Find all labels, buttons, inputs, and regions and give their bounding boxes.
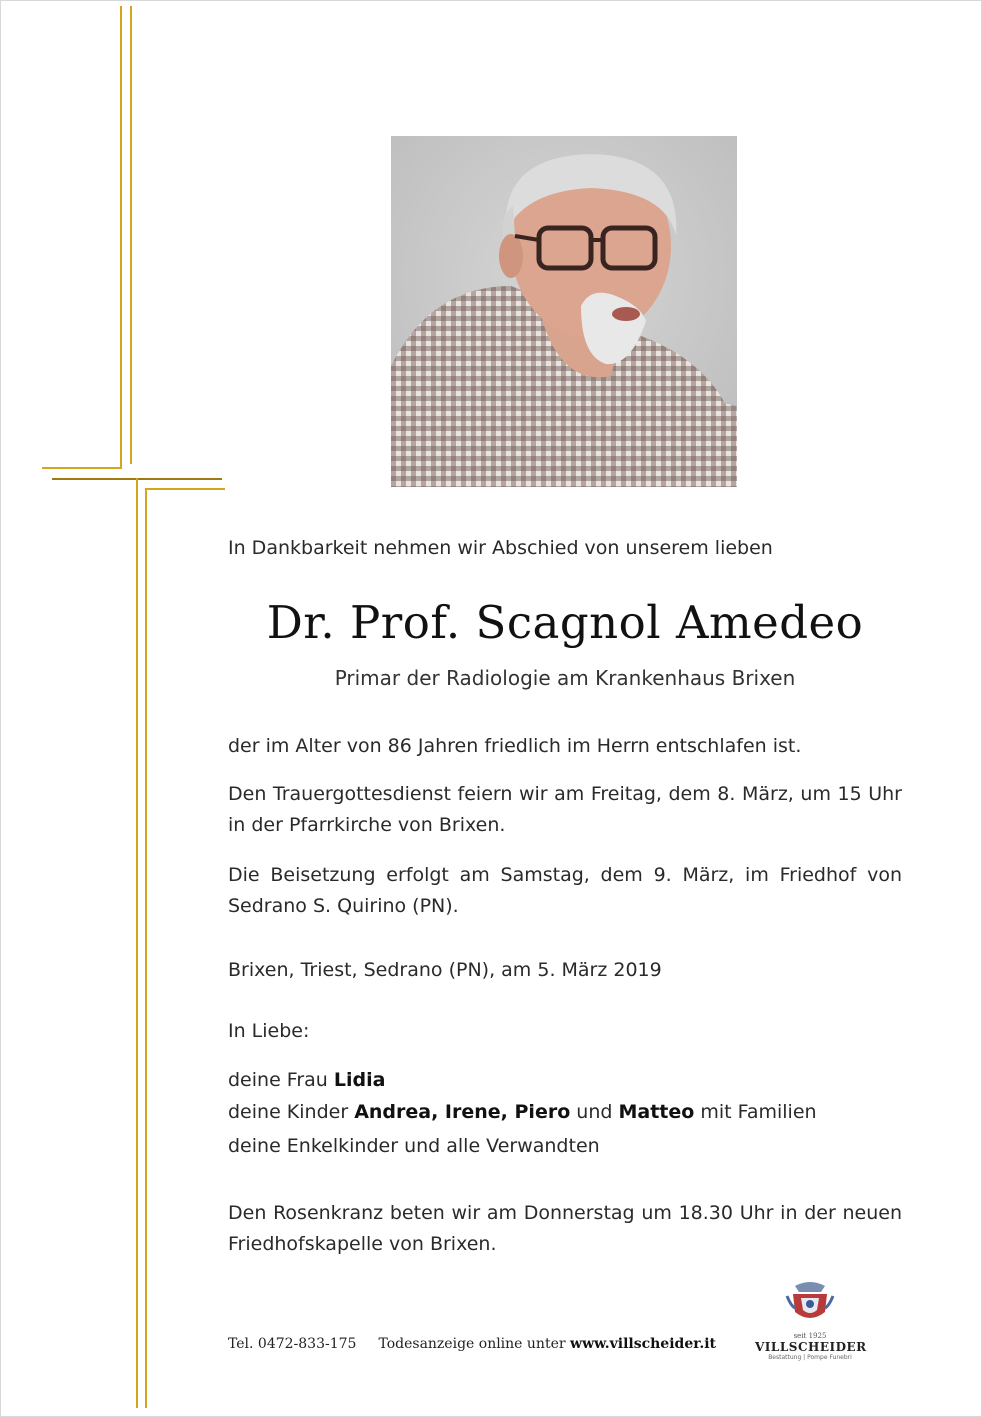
intro-text: In Dankbarkeit nehmen wir Abschied von unserem lieben (228, 537, 773, 559)
children-names: Andrea, Irene, Piero (354, 1101, 571, 1123)
villscheider-crest-icon (785, 1278, 835, 1326)
online-prefix: Todesanzeige online unter (378, 1336, 571, 1352)
website-link[interactable]: www.villscheider.it (570, 1336, 716, 1352)
children-line (228, 1097, 902, 1128)
children-and: und (570, 1101, 619, 1123)
logo-since: seit 1925 (793, 1332, 827, 1340)
villscheider-logo (755, 1278, 865, 1368)
in-love-text: In Liebe: (228, 1020, 310, 1042)
deceased-name: Dr. Prof. Scagnol Amedeo (266, 596, 864, 649)
logo-brand: VILLSCHEIDER (755, 1340, 867, 1354)
children-suffix: mit Familien (694, 1101, 817, 1123)
logo-tagline: Bestattung | Pompe Funebri (768, 1354, 852, 1361)
footer (228, 1336, 716, 1352)
children-prefix: deine Kinder (228, 1101, 355, 1123)
service-text: Den Trauergottesdienst feiern wir am Freitag, dem 8. März, um 15 Uhr in der Pfarrkirche von Brixen. (228, 783, 902, 836)
wife-prefix: deine Frau (228, 1069, 334, 1091)
age-text: der im Alter von 86 Jahren friedlich im Herrn entschlafen ist. (228, 735, 802, 757)
wife-name: Lidia (333, 1069, 386, 1091)
phone-number: Tel. 0472-833-175 (228, 1336, 357, 1352)
child-name-last: Matteo (618, 1101, 695, 1123)
rosary-text: Den Rosenkranz beten wir am Donnerstag um 18.30 Uhr in der neuen Friedhofskapelle von Brixen. (228, 1202, 902, 1255)
deceased-title: Primar der Radiologie am Krankenhaus Brixen (334, 666, 796, 690)
wife-line (228, 1065, 902, 1096)
burial-text: Die Beisetzung erfolgt am Samstag, dem 9. März, im Friedhof von Sedrano S. Quirino (PN). (228, 864, 902, 917)
place-date-text: Brixen, Triest, Sedrano (PN), am 5. März 2019 (228, 959, 662, 981)
grandchildren-line: deine Enkelkinder und alle Verwandten (228, 1135, 600, 1157)
portrait-photo (391, 136, 737, 487)
